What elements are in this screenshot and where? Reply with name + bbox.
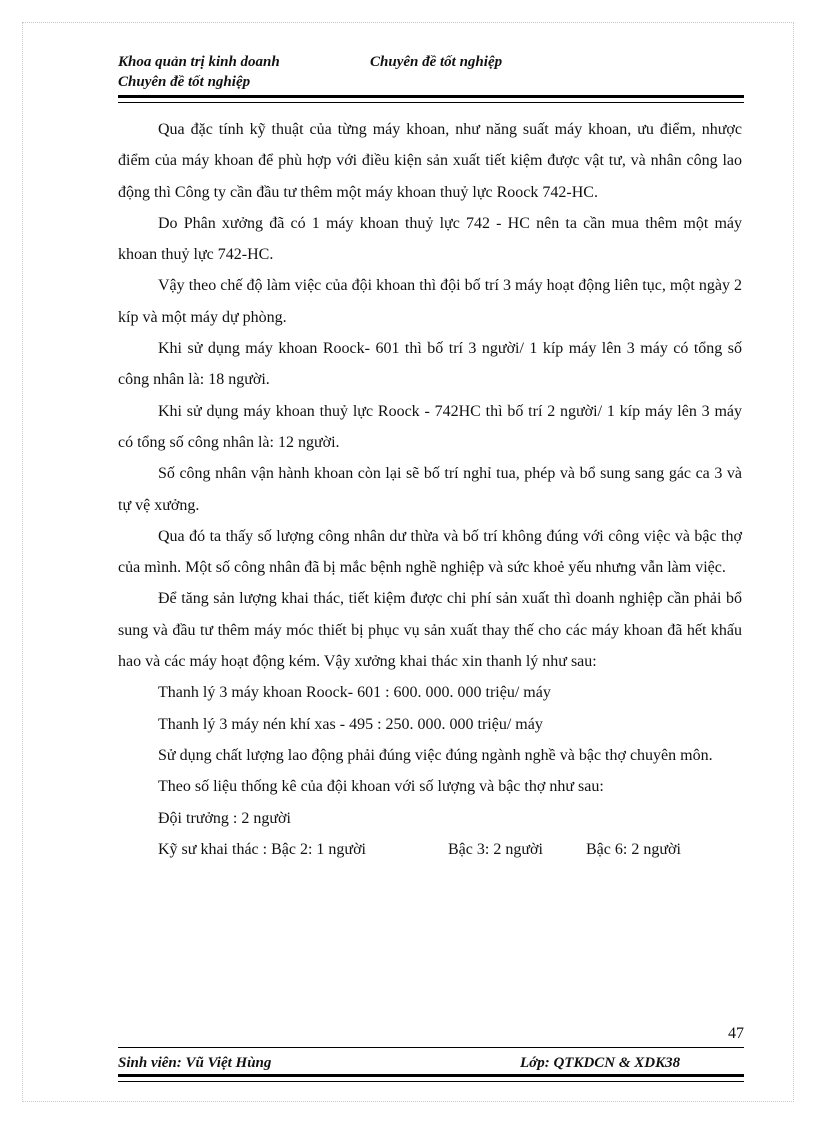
page-header <box>118 52 744 92</box>
footer-bottom-rule <box>118 1074 744 1082</box>
paragraph: Do Phân xưởng đã có 1 máy khoan thuỷ lực 742 - HC nên ta cần mua thêm một máy khoan thuỷ lực 742-HC. <box>118 214 742 264</box>
page-footer <box>118 1055 744 1072</box>
paragraph: Sử dụng chất lượng lao động phải đúng việc đúng ngành nghề và bậc thợ chuyên môn. <box>158 746 713 764</box>
header-rule <box>118 95 744 103</box>
engineer-grade-3: Bậc 3: 2 người <box>448 840 543 858</box>
header-title-right: Chuyên đề tốt nghiệp <box>370 54 503 70</box>
liquidation-item: Thanh lý 3 máy khoan Roock- 601 : 600. 000. 000 triệu/ máy <box>158 684 551 702</box>
paragraph: Theo số liệu thống kê của đội khoan với số lượng và bậc thợ như sau: <box>158 778 604 796</box>
paragraph: Khi sử dụng máy khoan thuỷ lực Roock - 742HC thì bố trí 2 người/ 1 kíp máy lên 3 máy có tổng số công nhân là: 12 người. <box>118 402 742 451</box>
footer-rule <box>118 1047 744 1048</box>
paragraph: Khi sử dụng máy khoan Roock- 601 thì bố trí 3 người/ 1 kíp máy lên 3 máy có tổng số công nhân là: 18 người. <box>118 340 742 389</box>
engineer-grade-2: Kỹ sư khai thác : Bậc 2: 1 người <box>158 840 366 858</box>
paragraph: Để tăng sản lượng khai thác, tiết kiệm được chi phí sản xuất thì doanh nghiệp cần phải bổ sung và đầu tư thêm máy móc thiết bị phục vụ sản xuất thay thế cho các máy khoan đã hết khấu hao và các máy hoạt động kém. Vậy xưởng khai thác xin thanh lý như sau: <box>118 590 742 671</box>
footer-student: Sinh viên: Vũ Việt Hùng <box>118 1055 272 1071</box>
liquidation-item: Thanh lý 3 máy nén khí xas - 495 : 250. 000. 000 triệu/ máy <box>158 715 543 733</box>
engineer-grades-row <box>118 834 742 865</box>
header-faculty: Khoa quản trị kinh doanh <box>118 54 280 70</box>
paragraph: Qua đó ta thấy số lượng công nhân dư thừa và bố trí không đúng với công việc và bậc thợ của mình. Một số công nhân đã bị mắc bệnh nghề nghiệp và sức khoẻ yếu nhưng vẫn làm việc. <box>118 527 742 577</box>
paragraph: Số công nhân vận hành khoan còn lại sẽ bố trí nghỉ tua, phép và bổ sung sang gác ca 3 và tự vệ xưởng. <box>118 465 742 514</box>
engineer-grade-6: Bậc 6: 2 người <box>586 840 681 858</box>
paragraph: Vậy theo chế độ làm việc của đội khoan thì đội bố trí 3 máy hoạt động liên tục, một ngày 2 kíp và một máy dự phòng. <box>118 277 742 326</box>
team-leader-line: Đội trưởng : 2 người <box>158 809 291 827</box>
footer-class: Lớp: QTKDCN & XDK38 <box>520 1055 681 1071</box>
document-body <box>118 114 742 865</box>
page-number: 47 <box>728 1025 744 1042</box>
paragraph: Qua đặc tính kỹ thuật của từng máy khoan, như năng suất máy khoan, ưu điểm, nhược điểm của máy khoan để phù hợp với điều kiện sản xuất tiết kiệm được vật tư, và nhân công lao động thì Công ty cần đầu tư thêm một máy khoan thuỷ lực Roock 742-HC. <box>118 121 742 201</box>
header-title-second: Chuyên đề tốt nghiệp <box>118 74 251 90</box>
